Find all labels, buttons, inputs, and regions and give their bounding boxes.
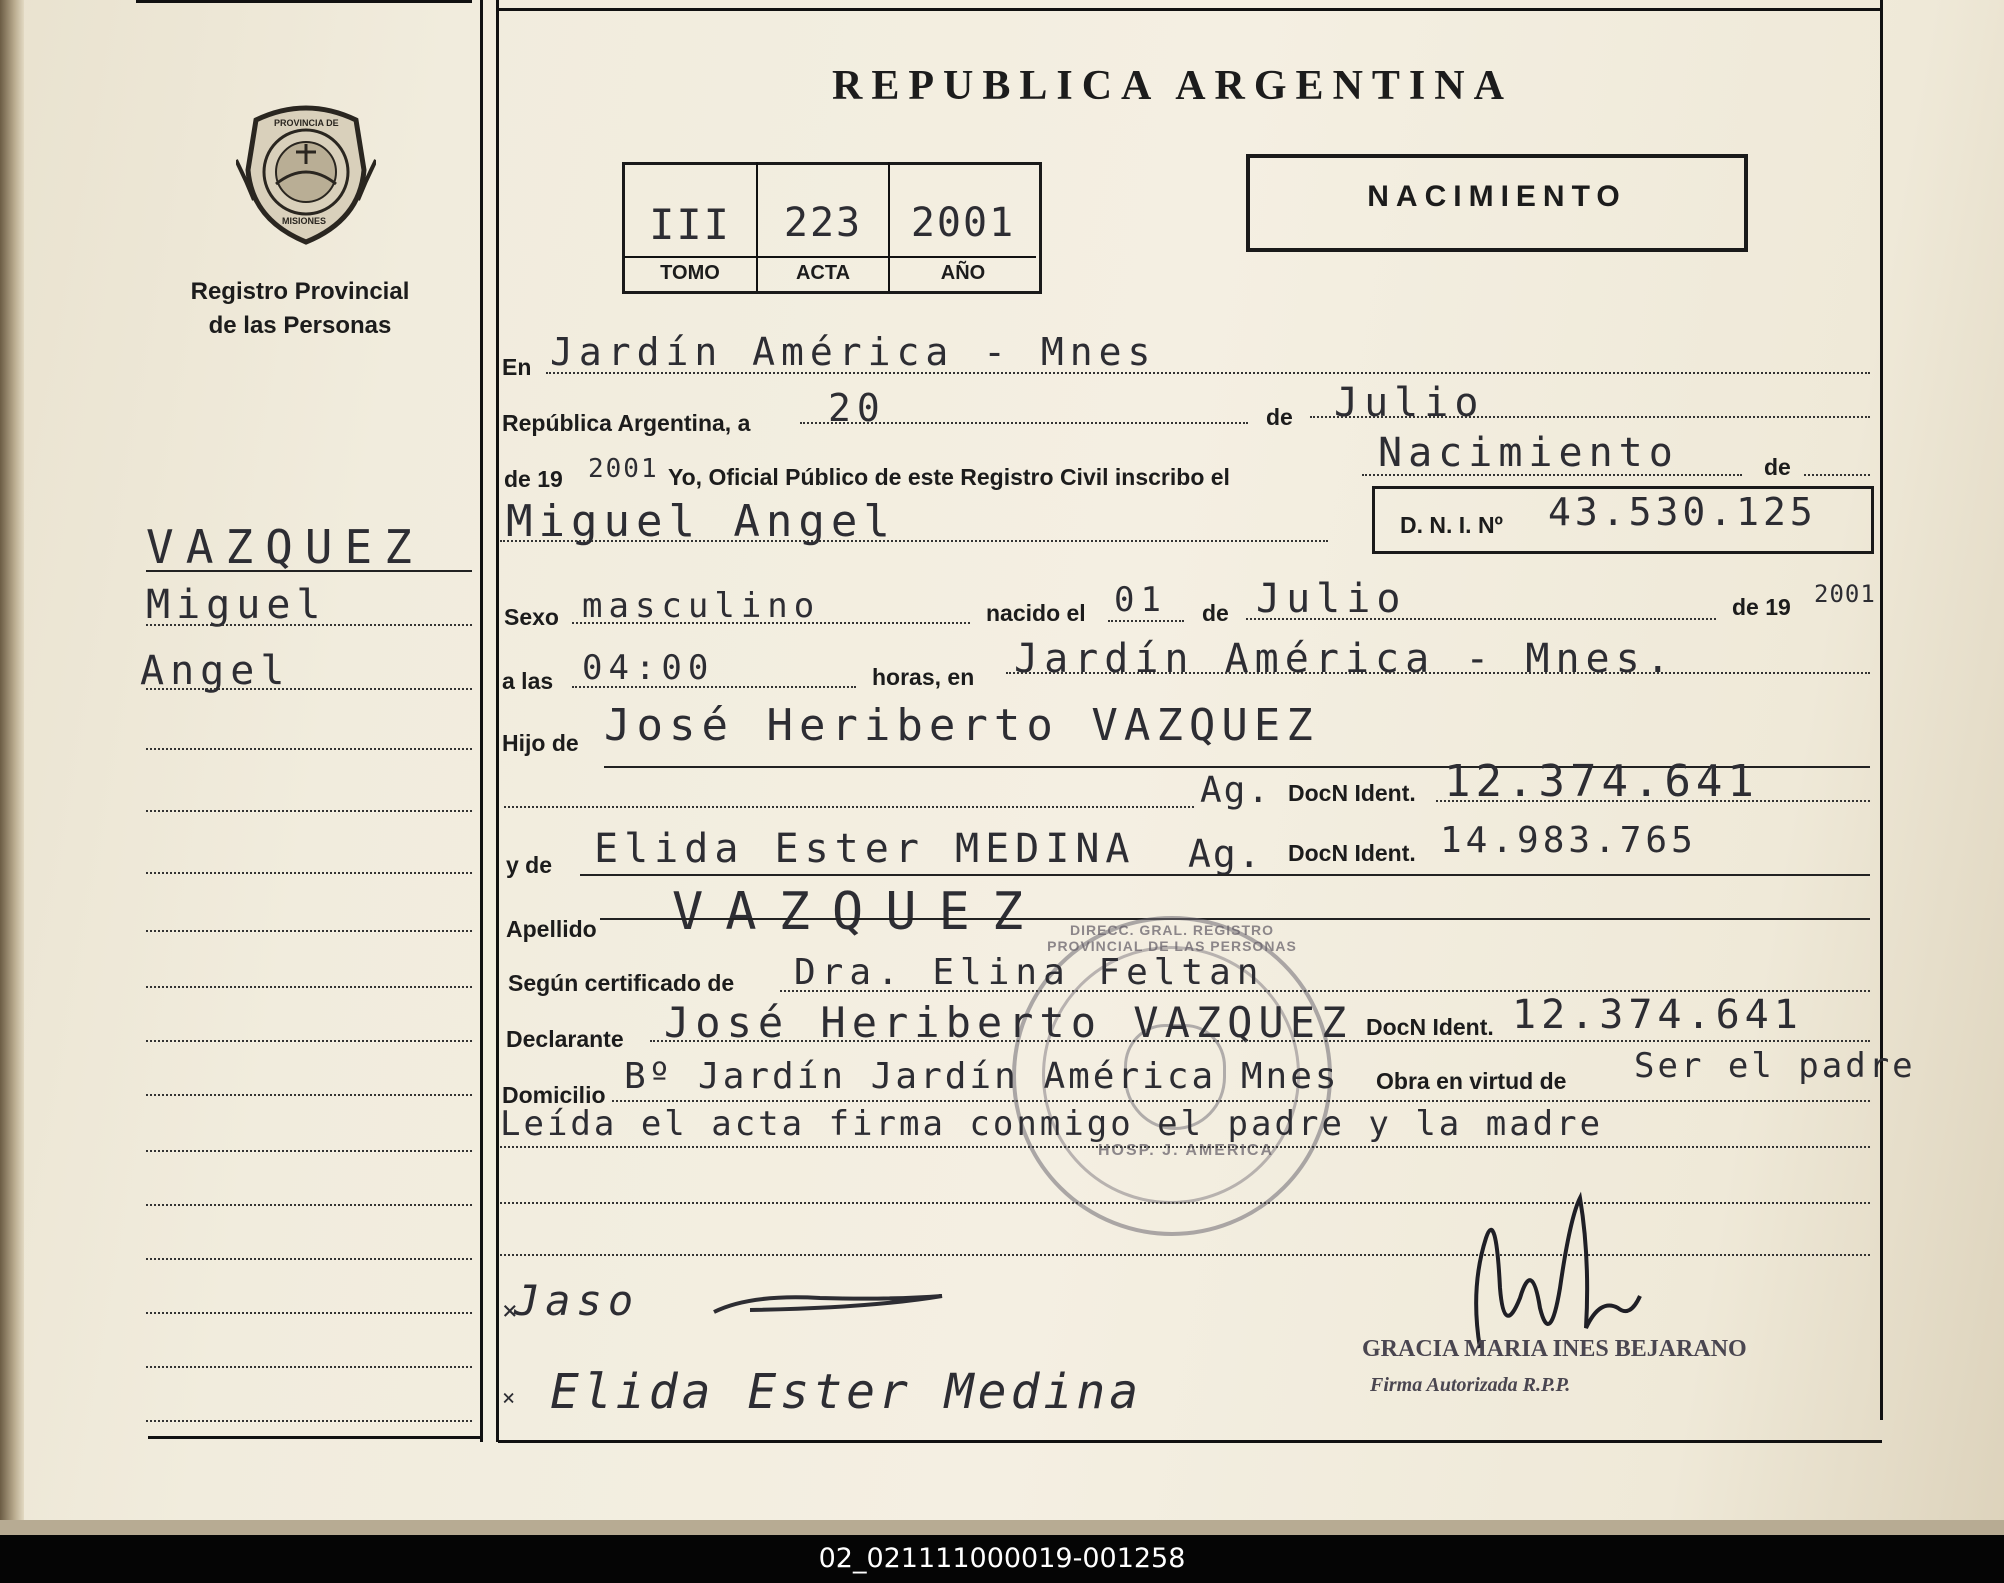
form-line bbox=[500, 1254, 1870, 1256]
form-line bbox=[600, 918, 1870, 920]
rep-day: 20 bbox=[828, 386, 886, 430]
margin-line bbox=[146, 1040, 472, 1042]
form-line bbox=[572, 686, 856, 688]
margin-name1: Miguel bbox=[146, 582, 327, 628]
sig-madre: Elida Ester Medina bbox=[550, 1364, 1143, 1420]
official-name: GRACIA MARIA INES BEJARANO bbox=[1362, 1336, 1747, 1362]
margin-name2: Angel bbox=[140, 648, 291, 694]
form-line bbox=[580, 874, 1870, 876]
form-line bbox=[612, 1100, 1870, 1102]
doc-label-declarante: DocN Ident. bbox=[1366, 1014, 1494, 1040]
margin-line bbox=[146, 688, 472, 690]
record-box-hrule bbox=[624, 256, 1036, 258]
margin-line bbox=[146, 986, 472, 988]
form-line bbox=[500, 540, 1328, 542]
form-line bbox=[1246, 618, 1716, 620]
alas-label: a las bbox=[502, 668, 554, 694]
left-frame-rule bbox=[480, 0, 483, 1442]
form-line bbox=[1436, 800, 1870, 802]
margin-line bbox=[146, 570, 472, 572]
form-line bbox=[1804, 474, 1870, 476]
madre-nac: Ag. bbox=[1188, 832, 1263, 876]
acta-label: ACTA bbox=[795, 262, 851, 284]
ano-label: AÑO bbox=[940, 262, 986, 284]
en-label: En bbox=[502, 354, 532, 380]
margin-line bbox=[146, 930, 472, 932]
segun-value: Dra. Elina Feltan bbox=[794, 952, 1265, 993]
de-label: de bbox=[1266, 404, 1293, 430]
scan-id-footer: 02_021111000019-001258 bbox=[0, 1535, 2004, 1583]
margin-line bbox=[146, 1094, 472, 1096]
record-type-box bbox=[1246, 154, 1748, 252]
madre-value: Elida Ester MEDINA bbox=[594, 826, 1136, 872]
provincial-seal bbox=[236, 100, 376, 246]
lugar-value: Jardín América - Mnes. bbox=[1014, 636, 1676, 682]
top-frame-rule bbox=[496, 8, 1882, 11]
page-edge bbox=[0, 1520, 2004, 1536]
doc-label-padre: DocN Ident. bbox=[1288, 780, 1416, 806]
margin-line bbox=[146, 810, 472, 812]
doc-label-madre: DocN Ident. bbox=[1288, 840, 1416, 866]
dni-value: 43.530.125 bbox=[1548, 490, 1817, 534]
form-line bbox=[800, 422, 1248, 424]
person-name: Miguel Angel bbox=[506, 496, 896, 547]
sig-padre: Jaso bbox=[514, 1276, 640, 1325]
form-line bbox=[572, 622, 970, 624]
de-label2: de bbox=[1764, 454, 1791, 480]
de-label3: de bbox=[1202, 600, 1229, 626]
hora-value: 04:00 bbox=[582, 648, 715, 688]
stamp-text: DIRECC. GRAL. REGISTRO PROVINCIAL DE LAS PERSONAS bbox=[1047, 922, 1297, 954]
domicilio-label: Domicilio bbox=[502, 1082, 606, 1108]
margin-surname: VAZQUEZ bbox=[146, 520, 424, 574]
yde-label: y de bbox=[506, 852, 553, 878]
dni-label: D. N. I. Nº bbox=[1400, 512, 1503, 538]
form-line bbox=[500, 1146, 1870, 1148]
official-title: Firma Autorizada R.P.P. bbox=[1370, 1374, 1571, 1396]
stamp-inner: HOSP. J. AMERICA bbox=[1098, 1142, 1275, 1159]
margin-line bbox=[146, 1150, 472, 1152]
x-mark-padre: × bbox=[502, 1296, 518, 1326]
obra-value: Ser el padre bbox=[1634, 1046, 1916, 1086]
padre-doc: 12.374.641 bbox=[1444, 756, 1759, 807]
form-line bbox=[1362, 474, 1742, 476]
x-mark-madre: × bbox=[502, 1386, 516, 1411]
nacido-day: 01 bbox=[1114, 580, 1167, 620]
de19-label: de 19 bbox=[1732, 594, 1791, 620]
record-type-label: NACIMIENTO bbox=[1367, 180, 1627, 213]
margin-bottom-rule bbox=[148, 1436, 481, 1439]
form-line bbox=[650, 1040, 1870, 1042]
acta-value: 223 bbox=[783, 200, 863, 246]
nacido-label: nacido el bbox=[986, 600, 1086, 626]
padre-nac: Ag. bbox=[1200, 770, 1272, 811]
obra-label: Obra en virtud de bbox=[1376, 1068, 1567, 1094]
form-line bbox=[1108, 620, 1184, 622]
signature-stroke bbox=[710, 1288, 950, 1323]
form-line bbox=[546, 372, 1870, 374]
margin-top-rule bbox=[136, 0, 472, 3]
registry-line1: Registro Provincial bbox=[190, 278, 410, 305]
apellido-value: VAZQUEZ bbox=[672, 882, 1046, 942]
madre-doc: 14.983.765 bbox=[1440, 820, 1697, 861]
yo-text: Yo, Oficial Público de este Registro Civil inscribo el bbox=[668, 464, 1230, 490]
margin-line bbox=[146, 1420, 472, 1422]
padre-value: José Heriberto VAZQUEZ bbox=[604, 700, 1319, 751]
rep-month: Julio bbox=[1334, 380, 1485, 426]
nota-value: Leída el acta firma conmigo el padre y la madre bbox=[500, 1104, 1604, 1144]
registry-line2: de las Personas bbox=[208, 312, 392, 339]
inscribe-value: Nacimiento bbox=[1378, 430, 1679, 476]
declarante-label: Declarante bbox=[506, 1026, 624, 1052]
margin-line bbox=[146, 1366, 472, 1368]
horas-label: horas, en bbox=[872, 664, 975, 690]
margin-line bbox=[146, 1204, 472, 1206]
nacido-year: 2001 bbox=[1814, 580, 1876, 608]
rep-label: República Argentina, a bbox=[502, 410, 751, 436]
bottom-frame-rule bbox=[498, 1440, 1882, 1443]
margin-line bbox=[146, 1312, 472, 1314]
ano-value: 2001 bbox=[910, 200, 1016, 246]
form-line bbox=[500, 1202, 1870, 1204]
book-spine bbox=[0, 0, 24, 1535]
sexo-value: masculino bbox=[582, 586, 821, 626]
left-frame-rule-inner bbox=[496, 0, 499, 1442]
margin-line bbox=[146, 624, 472, 626]
margin-line bbox=[146, 872, 472, 874]
seal-text-bottom: MISIONES bbox=[282, 216, 327, 226]
segun-label: Según certificado de bbox=[508, 970, 735, 996]
domicilio-value: Bº Jardín Jardín América Mnes bbox=[624, 1056, 1340, 1097]
tomo-value: III bbox=[649, 200, 731, 249]
margin-line bbox=[146, 1258, 472, 1260]
declarante-doc: 12.374.641 bbox=[1512, 992, 1803, 1038]
sexo-label: Sexo bbox=[504, 604, 559, 630]
right-frame-rule bbox=[1880, 0, 1883, 1420]
en-value: Jardín América - Mnes bbox=[550, 330, 1157, 374]
form-line bbox=[1006, 672, 1870, 674]
seal-text-top: PROVINCIA DE bbox=[274, 118, 339, 128]
nacido-month: Julio bbox=[1256, 576, 1407, 622]
form-line bbox=[1310, 416, 1870, 418]
apellido-label: Apellido bbox=[506, 916, 597, 942]
form-line bbox=[504, 806, 1194, 808]
declarante-value: José Heriberto VAZQUEZ bbox=[664, 998, 1353, 1047]
margin-line bbox=[146, 748, 472, 750]
hijo-label: Hijo de bbox=[502, 730, 579, 756]
tomo-label: TOMO bbox=[660, 262, 720, 284]
country-title: REPUBLICA ARGENTINA bbox=[832, 63, 1513, 109]
year-prefix: de 19 bbox=[504, 466, 563, 492]
year-value: 2001 bbox=[588, 454, 659, 484]
